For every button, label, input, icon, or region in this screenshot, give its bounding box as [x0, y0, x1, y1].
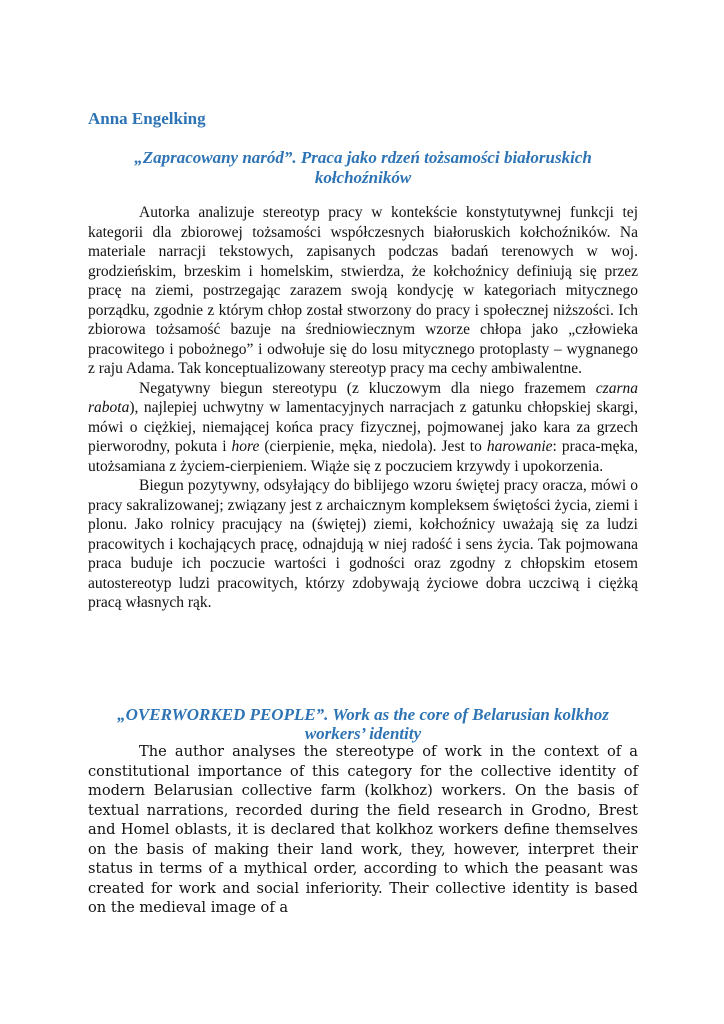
term-hore: hore	[231, 438, 260, 455]
abstract-en-paragraph-1: The author analyses the stereotype of work in the context of a constitutional importance of this category for the collective identity of modern Belarusian collective farm (kolkhoz) workers. On the basis of textual narrations, recorded during the field research in Grodno, Brest and Homel oblasts, it is declared that kolkhoz workers define themselves on the basis of making their land work, they, however, interpret their status in terms of a mythical order, according to which the peasant was created for work and social inferiority. Their collective identity is based on the medieval image of a	[88, 743, 638, 916]
abstract-pl-p2-part-a: Negatywny biegun stereotypu (z kluczowym dla niego frazemem	[139, 379, 596, 397]
abstract-pl-paragraph-2	[88, 379, 638, 477]
article-title-english: „OVERWORKED PEOPLE”. Work as the core of Belarusian kolkhoz workers’ identity	[117, 705, 609, 743]
abstract-pl-paragraph-1: Autorka analizuje stereotyp pracy w kontekście konstytutywnej funkcji tej kategorii dla zbiorowej tożsamości współczesnych białoruskich kołchoźników. Na materiale narracji tekstowych, zapisanych podczas badań terenowych w woj. grodzieńskim, brzeskim i homelskim, stwierdza, że kołchoźnicy definiują się przez pracę na ziemi, postrzegając zarazem swoją kondycję w kategoriach mitycznego porządku, zgodnie z którym chłop został stworzony do pracy i społecznej niższości. Ich zbiorowa tożsamość bazuje na średniowiecznym wzorze chłopa jako „człowieka pracowitego i pobożnego” i odwołuje się do losu mitycznego protoplasty – wygnanego z raju Adama. Tak konceptualizowany stereotyp pracy ma cechy ambiwalentne.	[88, 204, 638, 377]
abstract-polish	[88, 203, 638, 613]
abstract-pl-p2-part-c: (cierpienie, męka, niedola). Jest to	[259, 438, 487, 455]
abstract-pl-paragraph-3: Biegun pozytywny, odsyłający do biblijego wzoru świętej pracy oracza, mówi o pracy sakralizowanej; związany jest z archaicznym kompleksem świętości życia, ziemi i plonu. Jako rolnicy pracujący na (świętej) ziemi, kołchoźnicy uważają się za ludzi pracowitych i kochających pracę, odnajdują w niej radość i sens życia. Tak pojmowana praca buduje ich poczucie wartości i godności oraz zgodny z chłopskim etosem autostereotyp ludzi pracowitych, którzy zdobywają życiowe dobra uczciwą i ciężką pracą własnych rąk.	[88, 477, 638, 611]
abstract-pl-p2-part-d: : praca-męka, utożsamiana z życiem-cierpieniem. Wiąże się z poczuciem krzywdy i upokorzenia.	[88, 438, 638, 475]
term-czarna-rabota: czarna rabota	[88, 379, 638, 416]
article-title-polish: „Zapracowany naród”. Praca jako rdzeń tożsamości białoruskich kołchoźników	[134, 148, 592, 187]
abstract-pl-p2-part-b: ), najlepiej uchwytny w lamentacyjnych narracjach z gatunku chłopskiej skargi, mówi o ciężkiej, niemającej końca pracy fizycznej, pojmowanej jako kara za grzech pierworodny, pokuta i	[88, 399, 638, 455]
abstract-english	[88, 742, 638, 918]
term-harowanie: harowanie	[486, 438, 553, 455]
author-name: Anna Engelking	[88, 109, 206, 128]
